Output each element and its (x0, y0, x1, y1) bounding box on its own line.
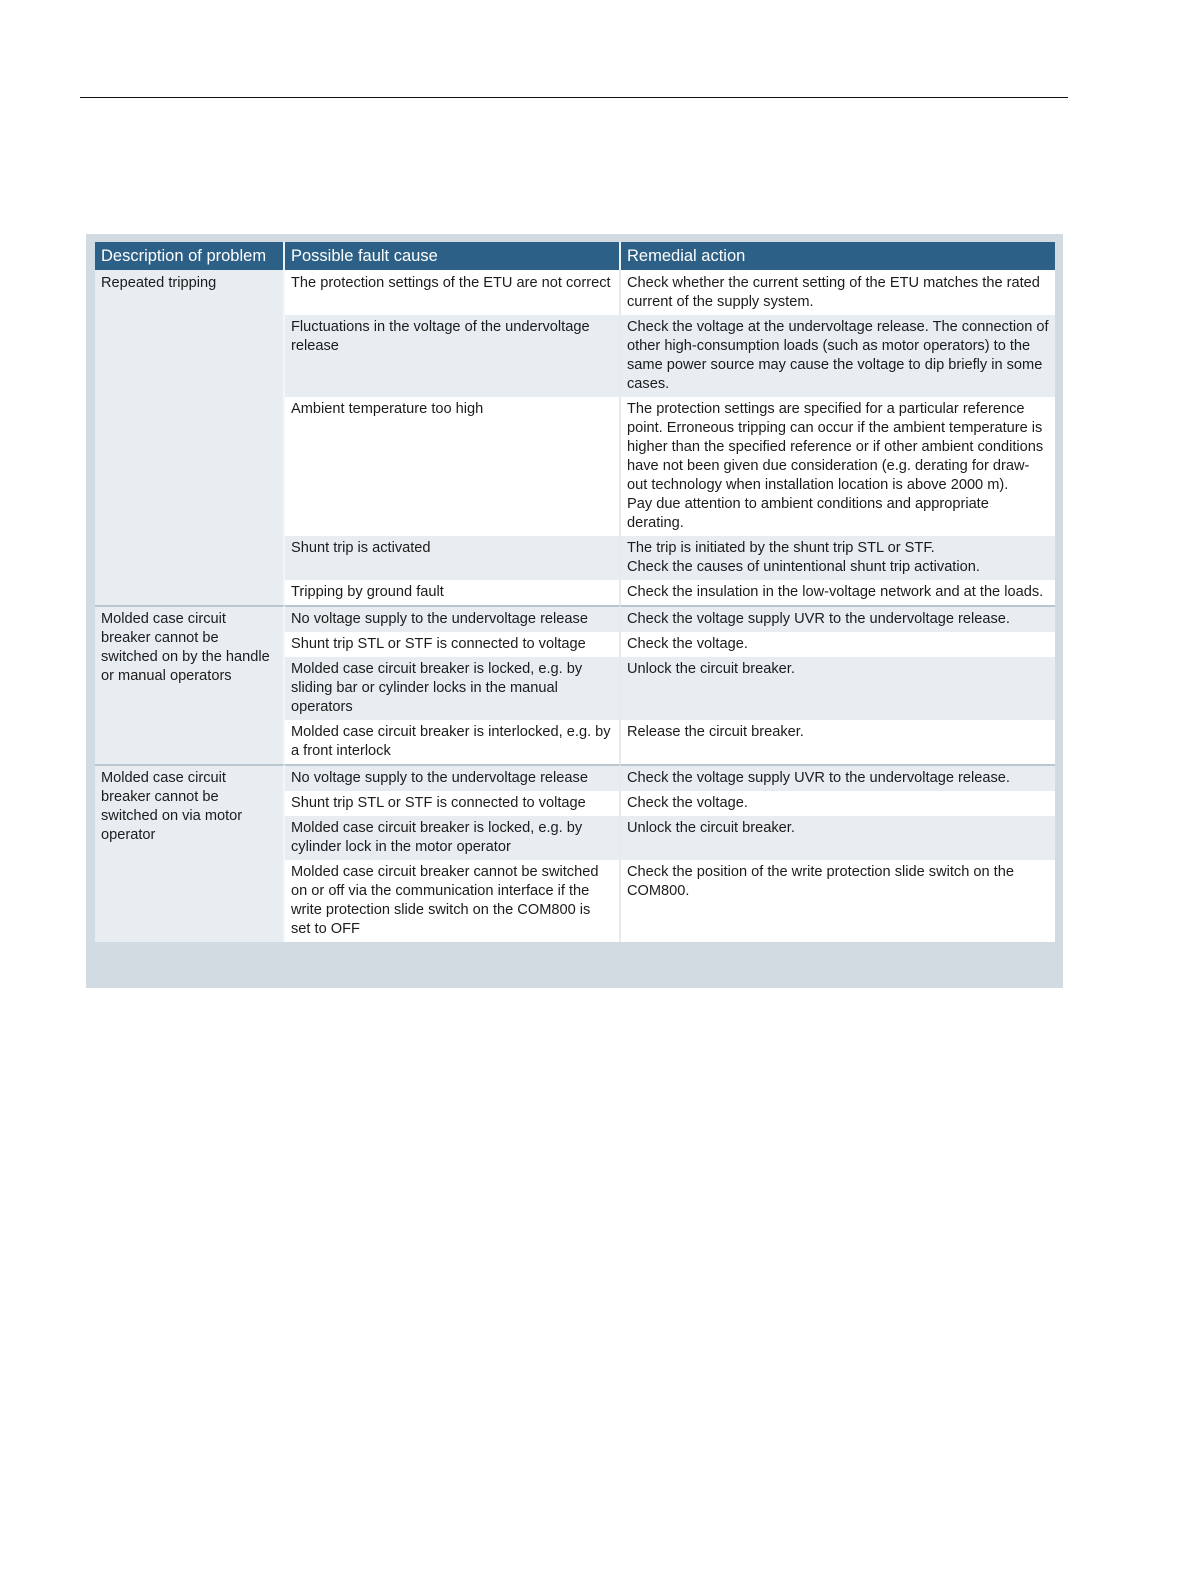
problem-cell: Molded case circuit breaker cannot be switched on by the handle or manual operators (95, 605, 285, 764)
action-cell: The trip is initiated by the shunt trip STL or STF. Check the causes of unintentional shunt trip activation. (621, 536, 1055, 580)
action-cell: Check the position of the write protection slide switch on the COM800. (621, 860, 1055, 942)
action-cell: Check the voltage at the undervoltage release. The connection of other high-consumption loads (such as motor operators) to the same power source may cause the voltage to dip briefly in some cases. (621, 315, 1055, 397)
cause-cell: Fluctuations in the voltage of the undervoltage release (285, 315, 621, 397)
cause-cell: Tripping by ground fault (285, 580, 621, 605)
action-cell: Unlock the circuit breaker. (621, 657, 1055, 720)
action-cell: Check the voltage. (621, 791, 1055, 816)
header-cause: Possible fault cause (285, 242, 621, 270)
table-row (95, 605, 1055, 632)
cause-cell: No voltage supply to the undervoltage release (285, 605, 621, 632)
cause-cell: Ambient temperature too high (285, 397, 621, 536)
action-cell: Check the voltage supply UVR to the undervoltage release. (621, 605, 1055, 632)
troubleshooting-table (95, 242, 1055, 942)
action-cell: Release the circuit breaker. (621, 720, 1055, 764)
cause-cell: Molded case circuit breaker is locked, e.g. by sliding bar or cylinder locks in the manual operators (285, 657, 621, 720)
cause-cell: Shunt trip STL or STF is connected to voltage (285, 791, 621, 816)
table-header-row (95, 242, 1055, 270)
header-description: Description of problem (95, 242, 285, 270)
table-row (95, 270, 1055, 315)
cause-cell: Molded case circuit breaker is locked, e.g. by cylinder lock in the motor operator (285, 816, 621, 860)
cause-cell: No voltage supply to the undervoltage release (285, 764, 621, 791)
cause-cell: Shunt trip STL or STF is connected to voltage (285, 632, 621, 657)
cause-cell: Molded case circuit breaker cannot be switched on or off via the communication interface if the write protection slide switch on the COM800 is set to OFF (285, 860, 621, 942)
action-cell: Check the voltage. (621, 632, 1055, 657)
table-row (95, 764, 1055, 791)
problem-cell: Molded case circuit breaker cannot be switched on via motor operator (95, 764, 285, 942)
action-cell: Check the voltage supply UVR to the undervoltage release. (621, 764, 1055, 791)
action-cell: Check the insulation in the low-voltage network and at the loads. (621, 580, 1055, 605)
cause-cell: The protection settings of the ETU are not correct (285, 270, 621, 315)
action-cell: Unlock the circuit breaker. (621, 816, 1055, 860)
problem-cell: Repeated tripping (95, 270, 285, 605)
cause-cell: Molded case circuit breaker is interlocked, e.g. by a front interlock (285, 720, 621, 764)
header-rule (80, 97, 1068, 98)
cause-cell: Shunt trip is activated (285, 536, 621, 580)
action-cell: Check whether the current setting of the ETU matches the rated current of the supply system. (621, 270, 1055, 315)
header-action: Remedial action (621, 242, 1055, 270)
action-cell: The protection settings are specified for a particular reference point. Erroneous tripping can occur if the ambient temperature is higher than the specified reference or if other ambient conditions have not been given due consideration (e.g. derating for draw-out technology when installation location is above 2000 m). Pay due attention to ambient conditions and appropriate derating. (621, 397, 1055, 536)
